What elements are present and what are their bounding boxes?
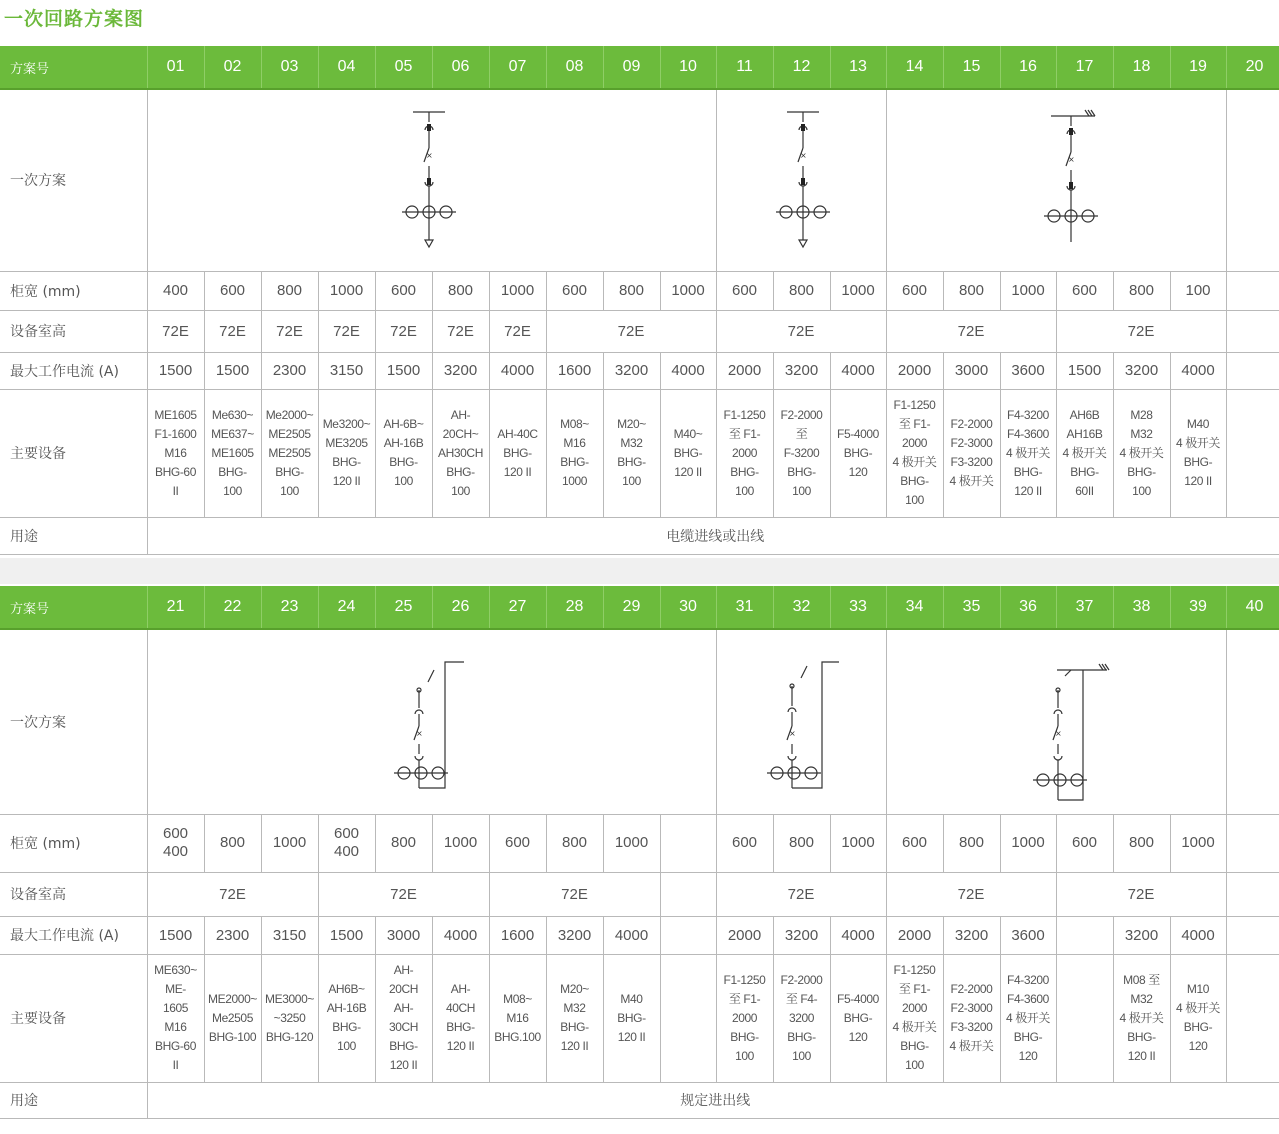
max-current-cell: 2000	[716, 352, 773, 389]
primary-scheme-label: 一次方案	[0, 89, 147, 271]
scheme-number-cell: 27	[489, 586, 546, 629]
max-current-cell: 4000	[432, 916, 489, 954]
circuit-diagram-group-a	[147, 89, 716, 271]
scheme-number-cell: 12	[773, 46, 830, 89]
max-current-cell: 1500	[204, 352, 261, 389]
circuit-diagram-c	[887, 90, 1225, 270]
cabinet-width-cell	[1226, 271, 1279, 310]
equipment-cell: F2-2000 至 F4- 3200 BHG- 100	[773, 954, 830, 1082]
equipment-cell: M40 BHG- 120 II	[603, 954, 660, 1082]
main-equipment-label: 主要设备	[0, 954, 147, 1082]
room-height-cell: 72E	[716, 310, 886, 352]
room-height-label: 设备室高	[0, 310, 147, 352]
room-height-cell: 72E	[489, 310, 546, 352]
cabinet-width-cell: 800	[943, 814, 1000, 872]
equipment-cell: F4-3200 F4-3600 4 极开关 BHG- 120 II	[1000, 389, 1056, 517]
circuit-diagram-a	[148, 90, 713, 270]
scheme-number-cell: 22	[204, 586, 261, 629]
equipment-cell: AH6B AH16B 4 极开关 BHG- 60II	[1056, 389, 1113, 517]
scheme-number-cell: 34	[886, 586, 943, 629]
scheme-number-cell: 31	[716, 586, 773, 629]
room-height-cell: 72E	[716, 872, 886, 916]
max-current-cell: 3200	[432, 352, 489, 389]
room-height-label: 设备室高	[0, 872, 147, 916]
cabinet-width-label: 柜宽 (mm)	[0, 814, 147, 872]
max-current-label: 最大工作电流 (A)	[0, 352, 147, 389]
cabinet-width-cell: 600 400	[147, 814, 204, 872]
usage-value: 电缆进线或出线	[147, 517, 1279, 554]
equipment-cell: F5-4000 BHG- 120	[830, 389, 886, 517]
usage-value: 规定进出线	[147, 1082, 1279, 1118]
max-current-cell: 1600	[489, 916, 546, 954]
scheme-number-cell: 16	[1000, 46, 1056, 89]
primary-scheme-row	[0, 89, 1279, 271]
equipment-cell: Me2000~ ME2505 ME2505 BHG- 100	[261, 389, 318, 517]
scheme-number-cell: 14	[886, 46, 943, 89]
max-current-cell	[1226, 916, 1279, 954]
svg-text:×: ×	[1054, 729, 1062, 739]
room-height-cell: 72E	[147, 872, 318, 916]
equipment-cell: AH-40C BHG- 120 II	[489, 389, 546, 517]
equipment-cell: F1-1250 至 F1- 2000 4 极开关 BHG- 100	[886, 389, 943, 517]
main-equipment-row	[0, 389, 1279, 517]
max-current-label: 最大工作电流 (A)	[0, 916, 147, 954]
cabinet-width-cell: 100	[1170, 271, 1226, 310]
cabinet-width-cell: 800	[546, 814, 603, 872]
cabinet-width-cell: 1000	[261, 814, 318, 872]
cabinet-width-cell: 1000	[1170, 814, 1226, 872]
scheme-number-cell: 11	[716, 46, 773, 89]
room-height-cell: 72E	[375, 310, 432, 352]
scheme-number-cell: 28	[546, 586, 603, 629]
primary-scheme-empty-cell	[1226, 629, 1279, 814]
circuit-diagram-group-c	[886, 89, 1226, 271]
max-current-cell: 4000	[1170, 352, 1226, 389]
primary-scheme-row	[0, 629, 1279, 814]
cabinet-width-cell: 1000	[1000, 814, 1056, 872]
equipment-cell: M08~ M16 BHG.100	[489, 954, 546, 1082]
cabinet-width-cell: 600	[204, 271, 261, 310]
scheme-number-cell: 38	[1113, 586, 1170, 629]
scheme-number-cell: 06	[432, 46, 489, 89]
equipment-cell: ME630~ ME- 1605 M16 BHG-60 II	[147, 954, 204, 1082]
svg-text:×: ×	[1067, 155, 1075, 165]
scheme-number-cell: 15	[943, 46, 1000, 89]
cabinet-width-cell: 800	[773, 271, 830, 310]
scheme-number-cell: 09	[603, 46, 660, 89]
max-current-cell: 4000	[1170, 916, 1226, 954]
max-current-cell: 1600	[546, 352, 603, 389]
svg-text:×: ×	[788, 729, 796, 739]
cabinet-width-cell: 600	[1056, 271, 1113, 310]
scheme-number-cell: 04	[318, 46, 375, 89]
equipment-cell: M28 M32 4 极开关 BHG- 100	[1113, 389, 1170, 517]
scheme-number-cell: 40	[1226, 586, 1279, 629]
equipment-cell: M10 4 极开关 BHG- 120	[1170, 954, 1226, 1082]
scheme-number-cell: 18	[1113, 46, 1170, 89]
cabinet-width-row	[0, 271, 1279, 310]
scheme-number-cell: 20	[1226, 46, 1279, 89]
cabinet-width-cell: 600	[546, 271, 603, 310]
circuit-diagram-group-e	[716, 629, 886, 814]
cabinet-width-cell: 600	[716, 814, 773, 872]
equipment-cell: F1-1250 至 F1- 2000 BHG- 100	[716, 389, 773, 517]
primary-scheme-label: 一次方案	[0, 629, 147, 814]
room-height-cell: 72E	[432, 310, 489, 352]
section-divider	[0, 558, 1279, 584]
room-height-row	[0, 872, 1279, 916]
circuit-diagram-group-d	[147, 629, 716, 814]
cabinet-width-cell: 800	[1113, 814, 1170, 872]
max-current-cell: 4000	[830, 352, 886, 389]
equipment-cell: F2-2000 至 F-3200 BHG- 100	[773, 389, 830, 517]
cabinet-width-cell: 800	[943, 271, 1000, 310]
room-height-cell: 72E	[318, 310, 375, 352]
scheme-number-cell: 03	[261, 46, 318, 89]
room-height-cell: 72E	[1056, 872, 1226, 916]
equipment-cell: F4-3200 F4-3600 4 极开关 BHG- 120	[1000, 954, 1056, 1082]
equipment-cell: M20~ M32 BHG- 100	[603, 389, 660, 517]
cabinet-width-cell: 600	[489, 814, 546, 872]
equipment-cell: M08 至 M32 4 极开关 BHG- 120 II	[1113, 954, 1170, 1082]
equipment-cell: M08~ M16 BHG- 1000	[546, 389, 603, 517]
max-current-cell: 3000	[375, 916, 432, 954]
scheme-number-cell: 13	[830, 46, 886, 89]
room-height-cell: 72E	[261, 310, 318, 352]
svg-text:×: ×	[415, 729, 423, 739]
scheme-number-cell: 02	[204, 46, 261, 89]
max-current-row	[0, 352, 1279, 389]
main-equipment-label: 主要设备	[0, 389, 147, 517]
room-height-cell: 72E	[147, 310, 204, 352]
max-current-cell: 2300	[204, 916, 261, 954]
max-current-cell	[1226, 352, 1279, 389]
equipment-cell	[660, 954, 716, 1082]
scheme-number-cell: 07	[489, 46, 546, 89]
cabinet-width-cell: 1000	[830, 271, 886, 310]
room-height-cell: 72E	[886, 872, 1056, 916]
max-current-cell: 1500	[318, 916, 375, 954]
scheme-number-row	[0, 586, 1279, 629]
usage-label: 用途	[0, 517, 147, 554]
cabinet-width-cell: 1000	[432, 814, 489, 872]
max-current-cell: 2300	[261, 352, 318, 389]
circuit-diagram-group-b	[716, 89, 886, 271]
cabinet-width-cell: 600	[716, 271, 773, 310]
circuit-diagram-b	[717, 90, 887, 270]
max-current-cell: 4000	[830, 916, 886, 954]
cabinet-width-cell: 600	[886, 271, 943, 310]
equipment-cell: M20~ M32 BHG- 120 II	[546, 954, 603, 1082]
equipment-cell: F2-2000 F2-3000 F3-3200 4 极开关	[943, 954, 1000, 1082]
cabinet-width-cell: 800	[603, 271, 660, 310]
max-current-cell: 4000	[489, 352, 546, 389]
equipment-cell: AH6B~ AH-16B BHG- 100	[318, 954, 375, 1082]
circuit-diagram-d	[148, 630, 713, 813]
page-title: 一次回路方案图	[4, 8, 145, 30]
max-current-cell: 3200	[603, 352, 660, 389]
scheme-number-label: 方案号	[0, 46, 147, 89]
usage-row	[0, 1082, 1279, 1118]
equipment-cell: ME2000~ Me2505 BHG-100	[204, 954, 261, 1082]
max-current-cell: 1500	[375, 352, 432, 389]
primary-scheme-empty-cell	[1226, 89, 1279, 271]
scheme-number-cell: 05	[375, 46, 432, 89]
max-current-cell: 4000	[603, 916, 660, 954]
equipment-cell	[1056, 954, 1113, 1082]
scheme-number-cell: 01	[147, 46, 204, 89]
scheme-number-cell: 23	[261, 586, 318, 629]
equipment-cell: F1-1250 至 F1- 2000 BHG- 100	[716, 954, 773, 1082]
scheme-number-cell: 33	[830, 586, 886, 629]
cabinet-width-cell: 800	[204, 814, 261, 872]
cabinet-width-cell: 800	[1113, 271, 1170, 310]
equipment-cell: Me630~ ME637~ ME1605 BHG- 100	[204, 389, 261, 517]
max-current-cell: 3200	[1113, 352, 1170, 389]
max-current-cell: 4000	[660, 352, 716, 389]
scheme-number-cell: 08	[546, 46, 603, 89]
cabinet-width-cell: 400	[147, 271, 204, 310]
room-height-cell: 72E	[318, 872, 489, 916]
room-height-empty-cell	[1226, 310, 1279, 352]
cabinet-width-cell: 1000	[603, 814, 660, 872]
scheme-number-cell: 26	[432, 586, 489, 629]
svg-text:×: ×	[799, 151, 807, 161]
cabinet-width-cell: 800	[773, 814, 830, 872]
equipment-cell: AH- 20CH~ AH30CH BHG- 100	[432, 389, 489, 517]
cabinet-width-cell: 1000	[830, 814, 886, 872]
cabinet-width-cell: 600	[1056, 814, 1113, 872]
room-height-cell: 72E	[204, 310, 261, 352]
max-current-cell: 3200	[546, 916, 603, 954]
scheme-number-cell: 19	[1170, 46, 1226, 89]
max-current-cell: 3200	[943, 916, 1000, 954]
cabinet-width-cell: 1000	[1000, 271, 1056, 310]
room-height-cell: 72E	[1056, 310, 1226, 352]
equipment-cell: ME1605 F1-1600 M16 BHG-60 II	[147, 389, 204, 517]
max-current-cell: 2000	[716, 916, 773, 954]
max-current-cell	[660, 916, 716, 954]
cabinet-width-cell	[1226, 814, 1279, 872]
scheme-number-label: 方案号	[0, 586, 147, 629]
room-height-row	[0, 310, 1279, 352]
scheme-number-cell: 25	[375, 586, 432, 629]
max-current-cell: 1500	[147, 916, 204, 954]
max-current-cell	[1056, 916, 1113, 954]
equipment-cell: F5-4000 BHG- 120	[830, 954, 886, 1082]
cabinet-width-cell: 600	[375, 271, 432, 310]
equipment-cell: M40~ BHG- 120 II	[660, 389, 716, 517]
scheme-number-cell: 24	[318, 586, 375, 629]
max-current-cell: 2000	[886, 916, 943, 954]
equipment-cell: AH- 20CH AH- 30CH BHG- 120 II	[375, 954, 432, 1082]
circuit-diagram-f	[887, 630, 1225, 813]
max-current-cell: 1500	[1056, 352, 1113, 389]
equipment-cell: AH-6B~ AH-16B BHG- 100	[375, 389, 432, 517]
usage-row	[0, 517, 1279, 554]
cabinet-width-cell: 1000	[660, 271, 716, 310]
equipment-cell	[1226, 954, 1279, 1082]
cabinet-width-row	[0, 814, 1279, 872]
cabinet-width-cell: 1000	[489, 271, 546, 310]
scheme-number-cell: 35	[943, 586, 1000, 629]
equipment-cell: AH- 40CH BHG- 120 II	[432, 954, 489, 1082]
max-current-cell: 3200	[1113, 916, 1170, 954]
scheme-number-cell: 37	[1056, 586, 1113, 629]
circuit-diagram-e	[717, 630, 887, 813]
max-current-cell: 3000	[943, 352, 1000, 389]
room-height-cell: 72E	[886, 310, 1056, 352]
scheme-number-cell: 17	[1056, 46, 1113, 89]
max-current-cell: 3200	[773, 352, 830, 389]
room-height-empty-cell	[660, 872, 716, 916]
max-current-cell: 3600	[1000, 916, 1056, 954]
scheme-number-row	[0, 46, 1279, 89]
scheme-number-cell: 30	[660, 586, 716, 629]
max-current-cell: 3150	[261, 916, 318, 954]
main-equipment-row	[0, 954, 1279, 1082]
scheme-number-cell: 39	[1170, 586, 1226, 629]
scheme-number-cell: 36	[1000, 586, 1056, 629]
cabinet-width-cell: 600 400	[318, 814, 375, 872]
equipment-cell	[1226, 389, 1279, 517]
max-current-row	[0, 916, 1279, 954]
scheme-table-1	[0, 46, 1279, 555]
cabinet-width-cell	[660, 814, 716, 872]
equipment-cell: M40 4 极开关 BHG- 120 II	[1170, 389, 1226, 517]
equipment-cell: F1-1250 至 F1- 2000 4 极开关 BHG- 100	[886, 954, 943, 1082]
max-current-cell: 3600	[1000, 352, 1056, 389]
scheme-number-cell: 21	[147, 586, 204, 629]
room-height-cell: 72E	[546, 310, 716, 352]
usage-label: 用途	[0, 1082, 147, 1118]
scheme-number-cell: 29	[603, 586, 660, 629]
room-height-empty-cell	[1226, 872, 1279, 916]
cabinet-width-cell: 800	[261, 271, 318, 310]
cabinet-width-cell: 800	[375, 814, 432, 872]
svg-text:×: ×	[425, 151, 433, 161]
equipment-cell: F2-2000 F2-3000 F3-3200 4 极开关	[943, 389, 1000, 517]
max-current-cell: 1500	[147, 352, 204, 389]
max-current-cell: 3200	[773, 916, 830, 954]
scheme-table-2	[0, 586, 1279, 1119]
cabinet-width-cell: 1000	[318, 271, 375, 310]
room-height-cell: 72E	[489, 872, 660, 916]
max-current-cell: 3150	[318, 352, 375, 389]
circuit-diagram-group-f	[886, 629, 1226, 814]
cabinet-width-cell: 800	[432, 271, 489, 310]
equipment-cell: Me3200~ ME3205 BHG- 120 II	[318, 389, 375, 517]
cabinet-width-cell: 600	[886, 814, 943, 872]
scheme-number-cell: 10	[660, 46, 716, 89]
cabinet-width-label: 柜宽 (mm)	[0, 271, 147, 310]
equipment-cell: ME3000~ ~3250 BHG-120	[261, 954, 318, 1082]
max-current-cell: 2000	[886, 352, 943, 389]
scheme-number-cell: 32	[773, 586, 830, 629]
